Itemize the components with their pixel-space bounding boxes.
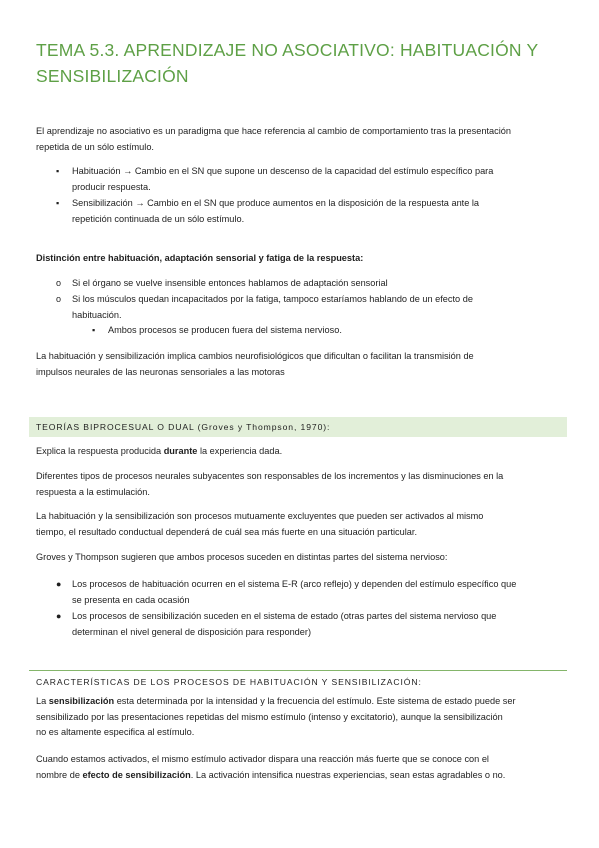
square-bullet-icon: ▪	[56, 166, 60, 176]
text-run: nombre de	[36, 769, 83, 780]
text-run: . La activación intensifica nuestras experiencias, sean estas agradables o no.	[190, 769, 506, 780]
square-bullet-icon: ▪	[92, 325, 96, 335]
intro-line: repetida de un sólo estímulo.	[36, 141, 154, 152]
list-item	[72, 577, 566, 608]
list-item	[72, 164, 566, 195]
paragraph-line: Cuando estamos activados, el mismo estímulo activador dispara una reacción más fuerte que se conoce con el	[36, 754, 489, 764]
page-title: TEMA 5.3. APRENDIZAJE NO ASOCIATIVO: HABITUACIÓN Y SENSIBILIZACIÓN	[36, 40, 539, 86]
section2-paragraph	[36, 694, 566, 741]
text-run: la experiencia dada.	[197, 446, 283, 456]
section-heading-caracteristicas: CARACTERÍSTICAS DE LOS PROCESOS DE HABITUACIÓN Y SENSIBILIZACIÓN:	[36, 677, 422, 687]
list-item-line: Si los músculos quedan incapacitados por la fatiga, tampoco estaríamos hablando de un efecto de	[72, 294, 473, 304]
round-bullet-icon: ●	[56, 579, 62, 589]
list-item: Si el órgano se vuelve insensible entonces hablamos de adaptación sensorial	[72, 278, 388, 288]
list-item-line: Los procesos de habituación ocurren en el sistema E-R (arco reflejo) y dependen del estímulo específico que	[72, 579, 517, 589]
bold-text: efecto de sensibilización	[82, 769, 191, 780]
paragraph-line: Diferentes tipos de procesos neurales subyacentes son responsables de los incrementos y las disminuciones en la	[36, 471, 504, 481]
list-item-line: Los procesos de sensibilización suceden en el sistema de estado (otras partes del sistema nervioso que	[72, 611, 497, 621]
text-run: esta determinada por la intensidad y la frecuencia del estímulo. Este sistema de estado puede ser	[114, 696, 516, 706]
list-item	[72, 609, 566, 640]
list-item-line: repetición continuada de un sólo estímulo.	[72, 213, 245, 224]
intro-paragraph	[36, 124, 566, 155]
bold-text: sensibilización	[48, 696, 115, 706]
section2-paragraph	[36, 752, 566, 783]
text-run: Explica la respuesta producida	[36, 446, 164, 456]
list-item-line: se presenta en cada ocasión	[72, 594, 190, 605]
list-item-line: Sensibilización → Cambio en el SN que produce aumentos en la disposición de la respuesta ante la	[72, 198, 480, 208]
circle-bullet-icon: o	[56, 278, 62, 288]
list-item-line: habituación.	[72, 309, 122, 320]
paragraph-line: no es altamente especifica al estímulo.	[36, 727, 195, 737]
square-bullet-icon: ▪	[56, 198, 60, 208]
section1-paragraph	[36, 444, 566, 460]
list-item	[72, 196, 566, 227]
sub-list-item: Ambos procesos se producen fuera del sistema nervioso.	[108, 325, 342, 335]
paragraph-line	[36, 694, 566, 710]
neuro-paragraph	[36, 349, 566, 380]
paragraph-line: impulsos neurales de las neuronas sensoriales a las motoras	[36, 366, 285, 377]
paragraph-line: La habituación y la sensibilización son procesos mutuamente excluyentes que pueden ser activados al mismo	[36, 511, 484, 521]
intro-line: El aprendizaje no asociativo es un paradigma que hace referencia al cambio de comportamiento tras la presentación	[36, 126, 511, 136]
paragraph-line: tiempo, el resultado conductual dependerá de cuál sea más fuerte en una situación particular.	[36, 526, 418, 537]
section-heading-biprocesual: TEORÍAS BIPROCESUAL O DUAL (Groves y Thompson, 1970):	[36, 422, 331, 432]
list-item	[72, 292, 566, 323]
list-item-line: determinan el nivel general de disposición para responder)	[72, 626, 312, 637]
text-run: La	[36, 696, 49, 706]
paragraph-line: respuesta a la estimulación.	[36, 486, 150, 497]
distinction-heading-text: Distinción entre habituación, adaptación sensorial y fatiga de la respuesta:	[36, 253, 364, 263]
paragraph-line: La habituación y sensibilización implica cambios neurofisiológicos que dificultan o facilitan la transmisión de	[36, 351, 474, 361]
round-bullet-icon: ●	[56, 611, 62, 621]
distinction-heading	[36, 251, 566, 267]
bold-text: durante	[163, 446, 198, 456]
section1-paragraph: Groves y Thompson sugieren que ambos procesos suceden en distintas partes del sistema nervioso:	[36, 552, 448, 562]
paragraph-line	[36, 768, 566, 784]
list-item-line: Habituación → Cambio en el SN que supone un descenso de la capacidad del estímulo específico para	[72, 166, 494, 176]
section-divider	[29, 670, 567, 671]
circle-bullet-icon: o	[56, 294, 62, 304]
section1-paragraph	[36, 509, 566, 540]
section1-paragraph	[36, 469, 566, 500]
list-item-line: producir respuesta.	[72, 181, 151, 192]
paragraph-line: sensibilizado por las presentaciones repetidas del mismo estímulo (intenso y excitatorio), aunque la sensibilización	[36, 711, 503, 722]
